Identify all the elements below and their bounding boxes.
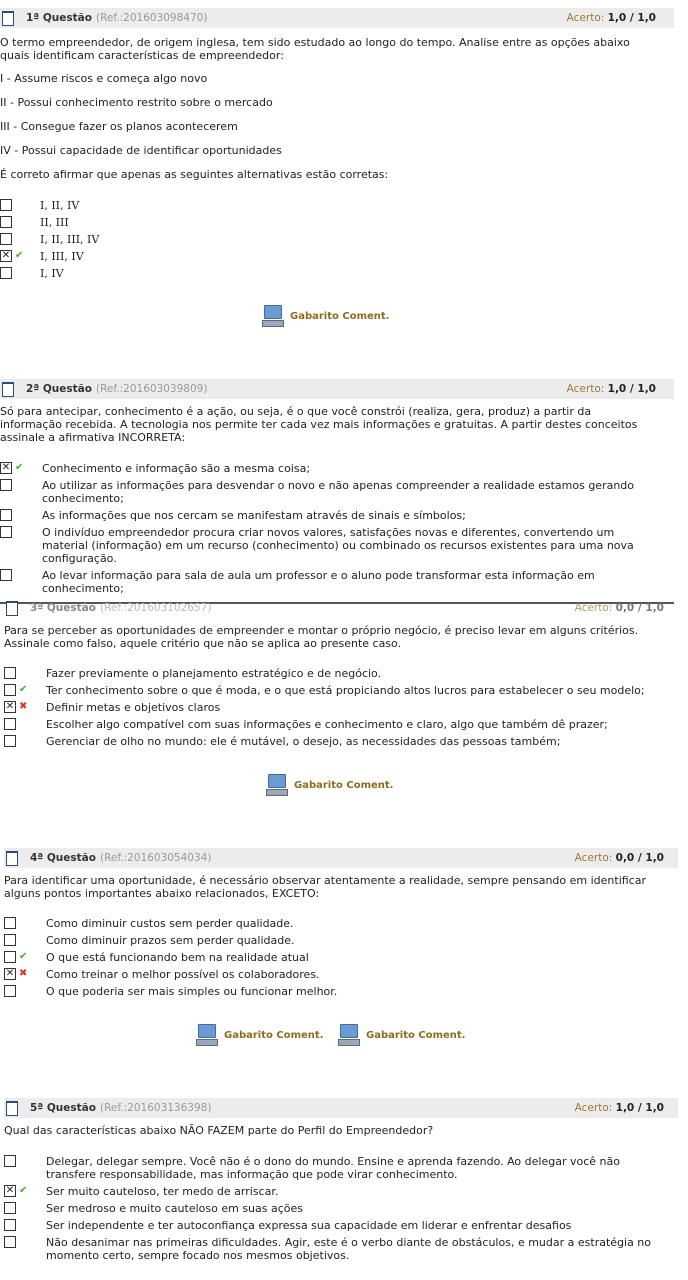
acerto-value: 0,0 / 1,0 [615,852,664,864]
document-icon [2,382,14,397]
question-ref: (Ref.:201603054034) [99,852,212,864]
option-label: Delegar, delegar sempre. Você não é o dono do mundo. Ensine e aprenda fazendo. Ao delegar você não transfere responsabilidade, mas informação que pode virar conhecimento. [46,1155,620,1181]
option-checkbox[interactable] [4,934,16,946]
option-label: Ter conhecimento sobre o que é moda, e o que está propiciando altos lucros para estabelecer o seu modelo; [46,684,645,697]
option-checkbox[interactable] [4,951,16,963]
question-statement: O termo empreendedor, de origem inglesa, tem sido estudado ao longo do tempo. Analise entre as opções abaixo quais identificam características de empreendedor: [0,36,630,62]
question-ref: (Ref.:201603136398) [99,1102,212,1114]
question-header [0,8,674,28]
question-prompt: É correto afirmar que apenas as seguintes alternativas estão corretas: [0,168,389,181]
question-4: 4ª Questão (Ref.:201603054034) Acerto: 0,0 / 1,0 Para identificar uma oportunidade, é necessário observar atentamente a realidade, sempre pensando em identificar alguns pontos importantes abaixo relacionados, EXCETO: Como diminuir custos sem perder qualidade. Como diminuir prazos sem perder qualidade. ✔ O que está funcionando bem na realidade atual ✕ ✖ Como treinar o melhor possível os colaboradores. O que poderia ser mais simples ou funcionar melhor. Gabarito Coment. Gabarito Coment. [4,848,678,868]
option-checkbox[interactable] [4,718,16,730]
question-3: 3ª Questão (Ref.:201603102657) Acerto: 0,0 / 1,0 Para se perceber as oportunidades de empreender e montar o próprio negócio, é preciso levar em alguns critérios. Assinale como falso, aquele critério que não se aplica ao presente caso. Fazer previamente o planejamento estratégico e de negócio. ✔ Ter conhecimento sobre o que é moda, e o que está propiciando altos lucros para estabelecer o seu modelo; ✕ ✖ Definir metas e objetivos claros Escolher algo compatível com suas informações e conhecimento e claro, algo que também dê prazer; Gerenciar de olho no mundo: ele é mutável, o desejo, as necessidades das pessoas também; Gabarito Coment. [4,598,678,618]
option-checkbox[interactable] [4,1202,16,1214]
check-icon: ✔ [15,250,24,261]
option-checkbox[interactable] [4,735,16,747]
question-title: 4ª Questão [30,852,96,864]
option-label: Não desanimar nas primeiras dificuldades. Agir, este é o verbo diante de obstáculos, e mudar a estratégia no momento certo, sempre focado nos mesmos objetivos. [46,1236,652,1262]
question-statement: Para identificar uma oportunidade, é necessário observar atentamente a realidade, sempre pensando em identificar alguns pontos importantes abaixo relacionados, EXCETO: [4,874,646,900]
option-checkbox[interactable] [0,569,12,581]
option-label: I, IV [40,267,64,280]
option-checkbox[interactable] [0,479,12,491]
acerto-label: Acerto: [574,602,613,614]
statement-item: IV - Possui capacidade de identificar oportunidades [0,144,282,157]
option-checkbox[interactable] [4,667,16,679]
option-checkbox-checked[interactable]: ✕ [1,462,11,473]
question-2 [0,379,674,595]
question-header [0,379,674,399]
option-label: O que está funcionando bem na realidade atual [46,951,309,964]
option-checkbox-checked[interactable]: ✕ [1,250,11,261]
option-label: Conhecimento e informação são a mesma coisa; [42,462,311,475]
option-checkbox[interactable] [4,985,16,997]
option-checkbox[interactable] [0,199,12,211]
option-checkbox-checked[interactable]: ✕ [5,1185,15,1196]
acerto-value: 1,0 / 1,0 [615,1102,664,1114]
option-label: As informações que nos cercam se manifestam através de sinais e símbolos; [42,509,466,522]
option-label: Escolher algo compatível com suas informações e conhecimento e claro, algo que também dê prazer; [46,718,608,731]
question-title: 1ª Questão [26,12,92,24]
document-icon [2,11,14,26]
check-icon: ✔ [19,1185,28,1196]
question-statement: Para se perceber as oportunidades de empreender e montar o próprio negócio, é preciso levar em alguns critérios. Assinale como falso, aquele critério que não se aplica ao presente caso. [4,624,639,650]
computer-icon [196,1024,216,1046]
option-label: Como treinar o melhor possível os colaboradores. [46,968,320,981]
question-ref: (Ref.:201603098470) [95,12,208,24]
document-icon [6,851,18,866]
question-1: 1ª Questão (Ref.:201603098470) Acerto: 1,0 / 1,0 O termo empreendedor, de origem inglesa, tem sido estudado ao longo do tempo. Analise entre as opções abaixo quais identificam características de empreendedor: I - Assume riscos e começa algo novo II - Possui conhecimento restrito sobre o mercado III - Consegue fazer os planos acontecerem IV - Possui capacidade de identificar oportunidades É correto afirmar que apenas as seguintes alternativas estão corretas: I, II, IV II, III I, II, III, IV ✕ ✔ I, III, IV I, IV Gabarito Coment. [0,8,674,28]
option-label: Ao levar informação para sala de aula um professor e o aluno pode transformar esta informação em conhecimento; [42,569,595,595]
computer-icon [338,1024,358,1046]
option-label: I, III, IV [40,250,84,263]
option-label: I, II, IV [40,199,80,212]
question-ref: (Ref.:201603039809) [95,383,208,395]
check-icon: ✔ [15,462,24,473]
option-label: Como diminuir prazos sem perder qualidade. [46,934,295,947]
acerto-value: 0,0 / 1,0 [615,602,664,614]
question-title: 2ª Questão [26,383,92,395]
option-checkbox-checked[interactable]: ✕ [5,968,15,979]
statement-item: III - Consegue fazer os planos acontecerem [0,120,238,133]
question-5 [4,1098,678,1262]
question-statement: Qual das características abaixo NÃO FAZEM parte do Perfil do Empreendedor? [4,1124,434,1137]
statement-item: I - Assume riscos e começa algo novo [0,72,208,85]
option-checkbox[interactable] [0,267,12,279]
option-label: O que poderia ser mais simples ou funcionar melhor. [46,985,338,998]
option-label: Ser muito cauteloso, ter medo de arriscar. [46,1185,279,1198]
option-label: O indivíduo empreendedor procura criar novos valores, satisfações novas e diferentes, convertendo um material (informação) em um recurso (conhecimento) ou combinado os recursos existentes para uma nova configuração. [42,526,634,565]
computer-icon [262,305,282,327]
option-label: Como diminuir custos sem perder qualidade. [46,917,294,930]
document-icon [6,1101,18,1116]
check-icon: ✔ [19,684,28,695]
option-checkbox[interactable] [4,917,16,929]
option-label: Definir metas e objetivos claros [46,701,221,714]
document-icon [6,601,18,616]
acerto-value: 1,0 / 1,0 [607,383,656,395]
question-header [4,1098,678,1118]
computer-icon [266,774,286,796]
acerto-label: Acerto: [566,383,605,395]
option-checkbox[interactable] [4,1236,16,1248]
check-icon: ✔ [19,951,28,962]
statement-item: II - Possui conhecimento restrito sobre o mercado [0,96,273,109]
option-checkbox[interactable] [4,684,16,696]
cross-icon: ✖ [19,701,28,712]
question-title: 5ª Questão [30,1102,96,1114]
option-label: II, III [40,216,69,229]
option-checkbox[interactable] [0,526,12,538]
option-label: Gerenciar de olho no mundo: ele é mutável, o desejo, as necessidades das pessoas também; [46,735,561,748]
acerto-label: Acerto: [574,1102,613,1114]
cross-icon: ✖ [19,968,28,979]
option-label: Ser medroso e muito cauteloso em suas ações [46,1202,304,1215]
option-checkbox[interactable] [0,509,12,521]
acerto-label: Acerto: [566,12,605,24]
option-checkbox[interactable] [4,1155,16,1167]
question-header [4,848,678,868]
option-checkbox[interactable] [0,216,12,228]
option-label: Ao utilizar as informações para desvendar o novo e não apenas compreender a realidade estamos gerando conhecimento; [42,479,635,505]
question-header [4,598,678,618]
option-label: Ser independente e ter autoconfiança expressa sua capacidade em liderar e enfrentar desafios [46,1219,572,1232]
option-label: Fazer previamente o planejamento estratégico e de negócio. [46,667,382,680]
option-label: I, II, III, IV [40,233,100,246]
option-checkbox[interactable] [0,233,12,245]
question-title: 3ª Questão [30,602,96,614]
option-checkbox[interactable] [4,1219,16,1231]
acerto-value: 1,0 / 1,0 [607,12,656,24]
question-ref: (Ref.:201603102657) [99,602,212,614]
option-checkbox-checked[interactable]: ✕ [5,701,15,712]
question-statement: Só para antecipar, conhecimento é a ação, ou seja, é o que você constrói (realiza, gera, produz) a partir da informação recebida. A tecnologia nos permite ter cada vez mais informações e gratuitas. A partir destes conceitos assinale a afirmativa INCORRETA: [0,405,638,444]
acerto-label: Acerto: [574,852,613,864]
